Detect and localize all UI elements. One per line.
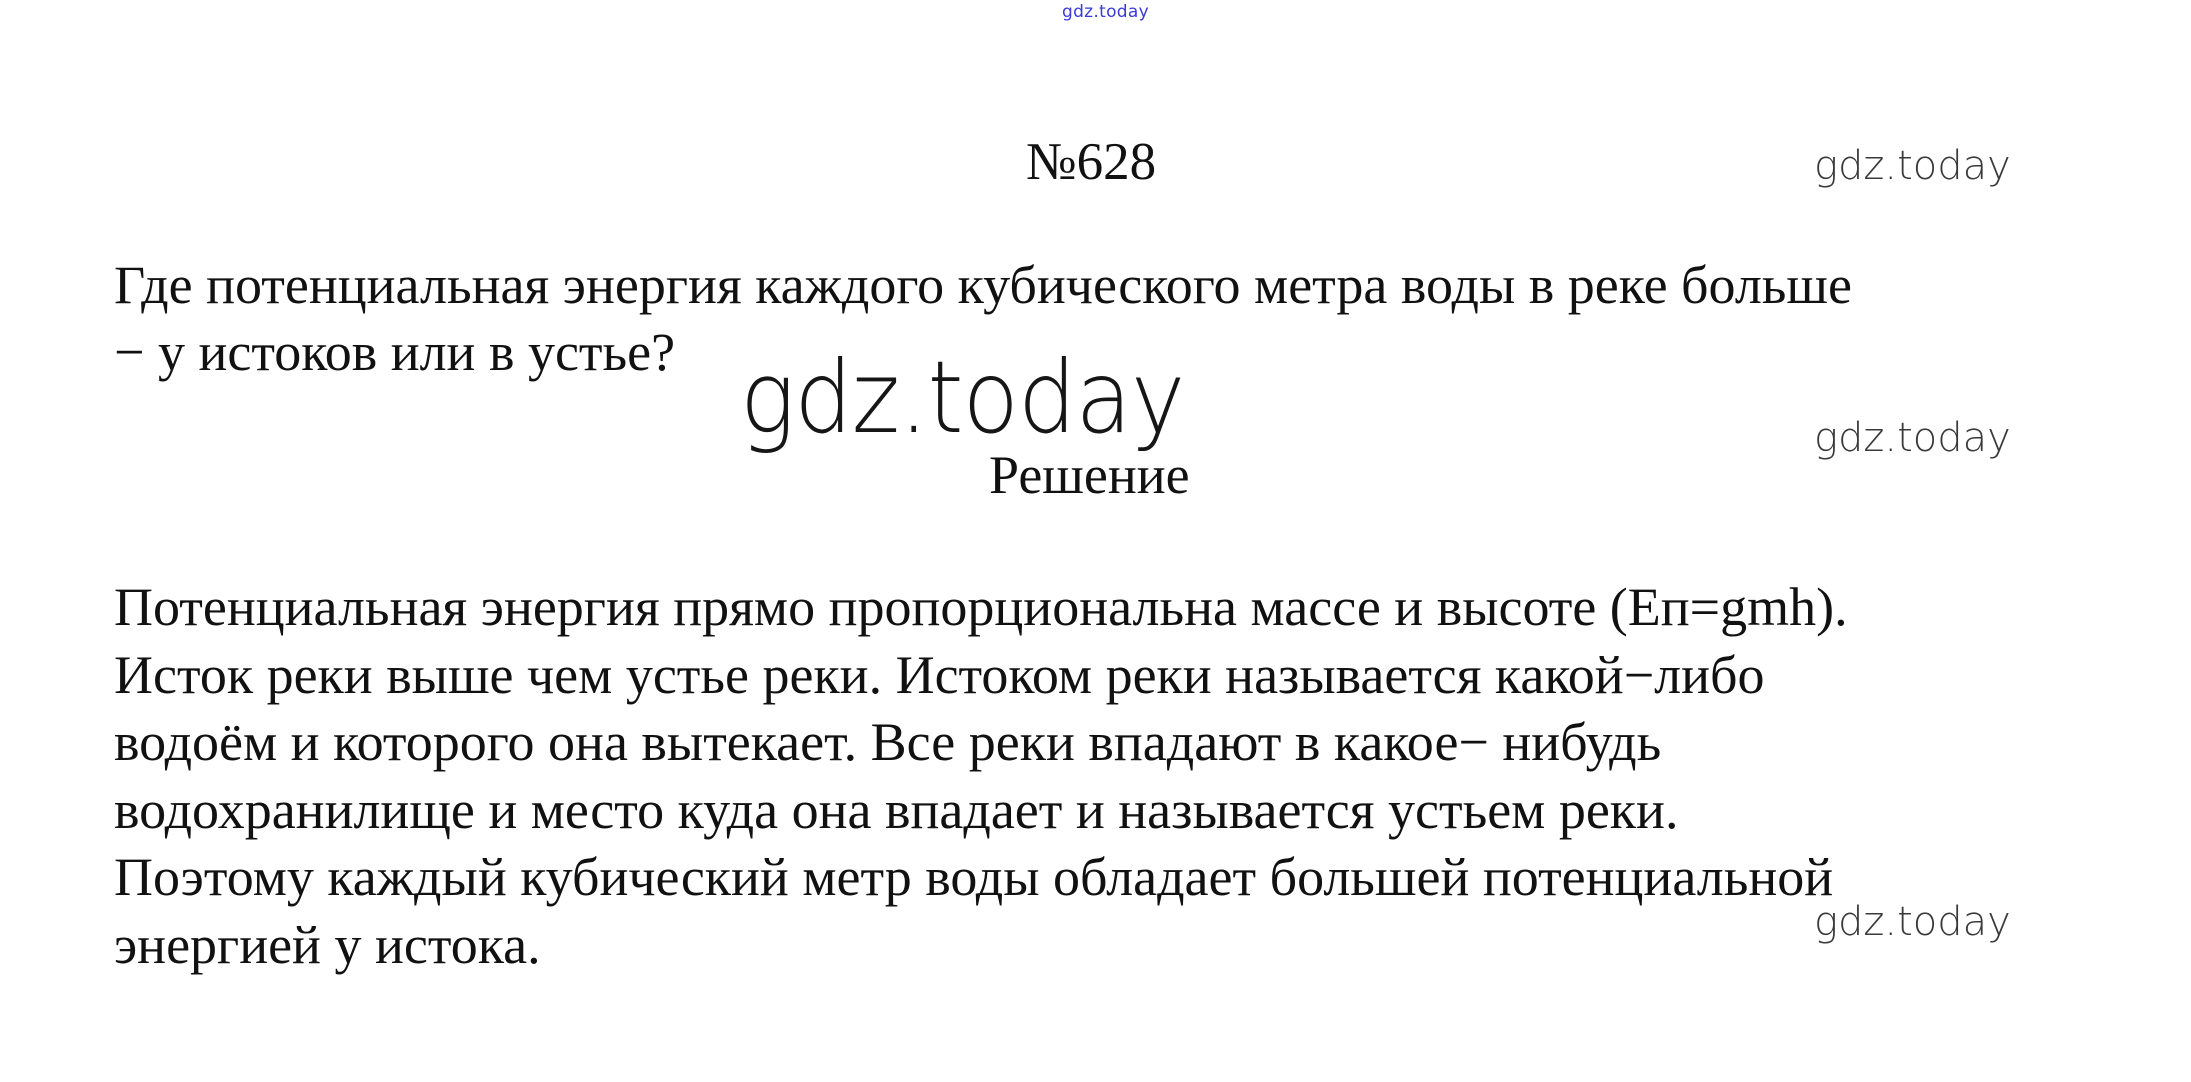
solution-heading: Решение — [989, 445, 1190, 505]
watermark-top: gdz.today — [1062, 2, 1149, 22]
question-line-2: − у истоков или в устье? — [114, 322, 676, 382]
solution-line: Поэтому каждый кубический метр воды обладает большей потенциальной — [114, 847, 1834, 907]
solution-line: водохранилище и место куда она впадает и называется устьем реки. — [114, 779, 1679, 840]
watermark-right-2: gdz.today — [1814, 415, 2011, 461]
watermark-right-1: gdz.today — [1814, 143, 2011, 189]
watermark-large: gdz.today — [740, 339, 1185, 456]
solution-line: водоём и которого она вытекает. Все реки впадают в какое− нибудь — [114, 712, 1662, 772]
problem-number: №628 — [1026, 133, 1157, 191]
solution-line: энергией у истока. — [114, 914, 541, 975]
watermark-right-3: gdz.today — [1814, 899, 2011, 945]
solution-line: Исток реки выше чем устье реки. Истоком реки называется какой−либо — [114, 644, 1765, 705]
question-line-1: Где потенциальная энергия каждого кубического метра воды в реке больше — [114, 255, 1852, 315]
solution-line: Потенциальная энергия прямо пропорциональна массе и высоте (Еп=gmh). — [114, 577, 1848, 637]
